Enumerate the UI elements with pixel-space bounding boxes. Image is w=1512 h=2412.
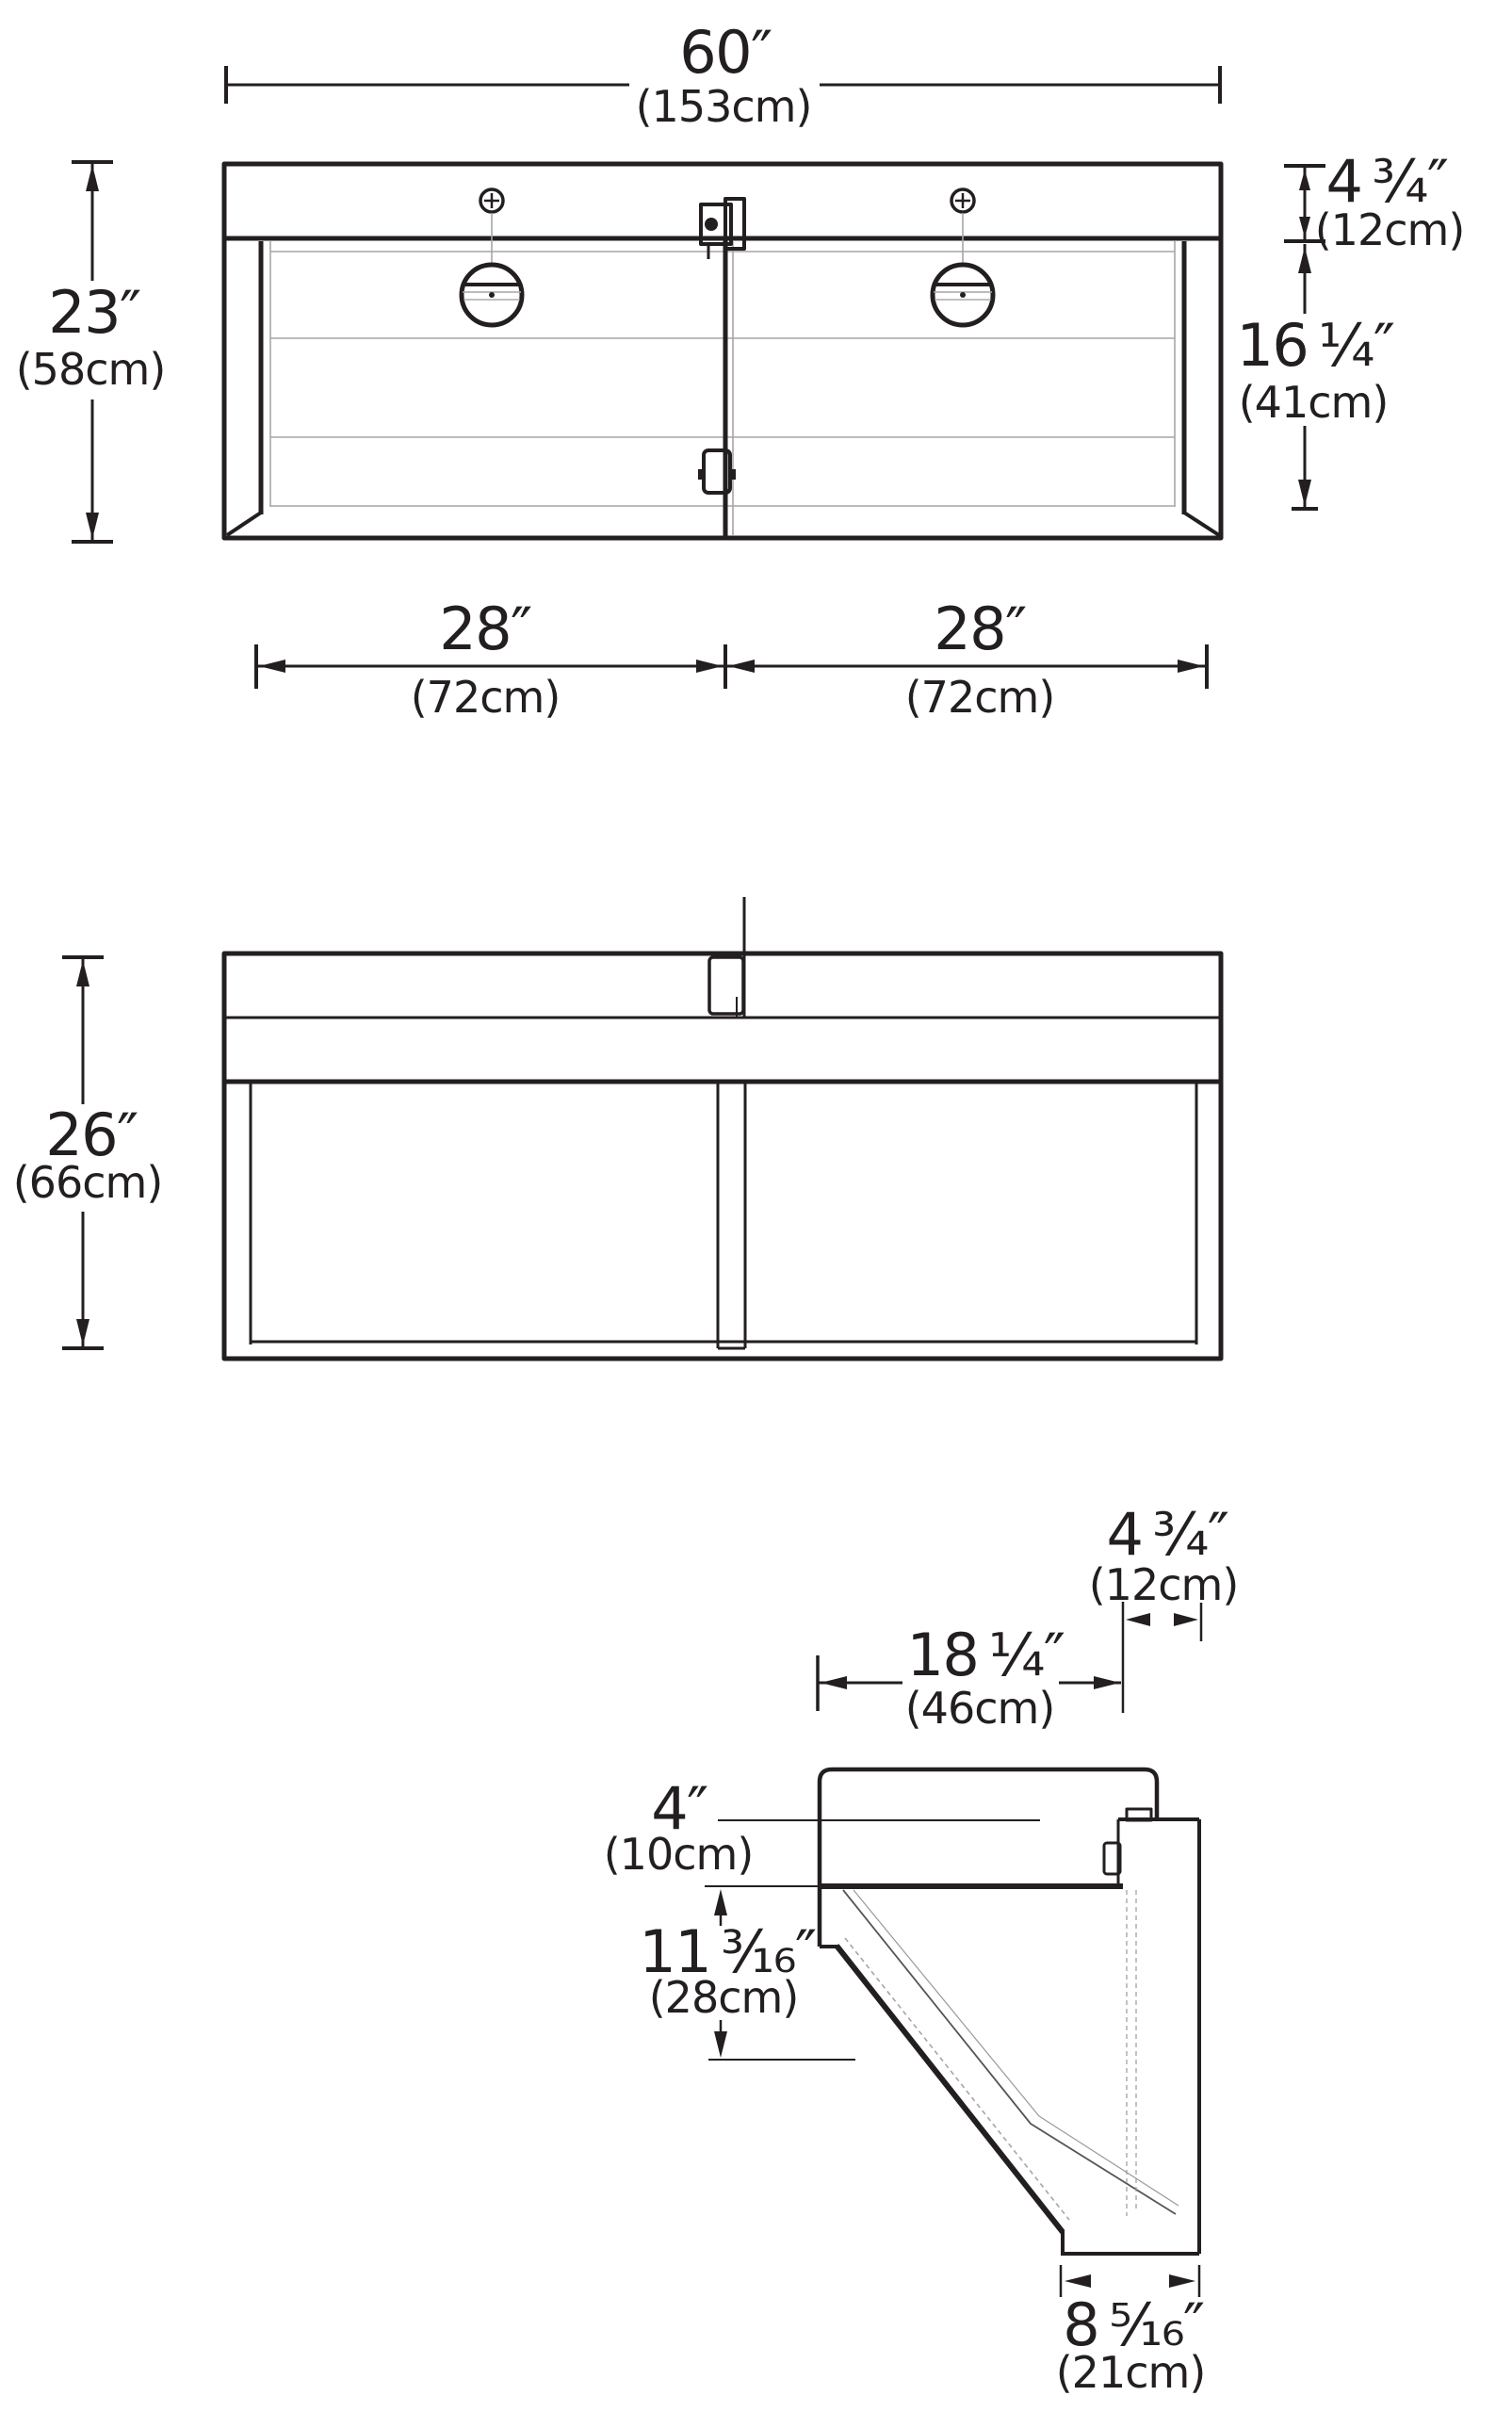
side-apron-diagonal	[837, 1946, 1063, 2232]
dim-left-station-inches: 28″	[439, 595, 531, 663]
dim-arrows-wall-offset	[1126, 1613, 1198, 1626]
plan-clip-nub-right	[729, 469, 736, 480]
dim-right-station-inches: 28″	[934, 595, 1026, 663]
side-base-foot	[1061, 2230, 1199, 2254]
dim-arrow-front-drop-up	[714, 1889, 727, 1915]
dim-overall-width-inches: 60″	[679, 18, 772, 87]
dim-overall-depth-inches: 23″	[48, 278, 140, 347]
plan-view	[224, 164, 1221, 538]
side-apron-hatch	[845, 1938, 1069, 2220]
plan-inner-wall-lines	[270, 241, 1175, 507]
dim-right-station-cm: (72cm)	[904, 672, 1055, 723]
plan-clip-nub-left	[698, 469, 705, 480]
drain-icon-left	[462, 265, 522, 325]
side-basin-rear-wall-hidden	[1127, 1890, 1136, 2216]
plan-supply-dot-icon	[705, 218, 718, 231]
side-wall-chase	[1118, 1819, 1199, 2254]
dim-side-depth-inches: 18 ¼″	[906, 1621, 1065, 1689]
dim-overall-depth-cm: (58cm)	[15, 344, 166, 395]
dim-basin-depth-cm: (41cm)	[1238, 377, 1389, 428]
dim-side-depth-cm: (46cm)	[904, 1683, 1055, 1734]
side-body-outline	[820, 1769, 1157, 1947]
dim-arrows-base-depth	[1065, 2274, 1195, 2288]
side-view	[818, 1769, 1199, 2254]
faucet-hole-icon-left	[480, 189, 503, 212]
dim-left-station-cm: (72cm)	[410, 672, 561, 723]
side-basin-inner-wall-2	[854, 1890, 1179, 2206]
dim-apron-height-cm: (10cm)	[603, 1829, 754, 1880]
drain-icon-right	[933, 265, 993, 325]
dim-overall-height-cm: (66cm)	[12, 1157, 163, 1208]
dim-base-depth-cm: (21cm)	[1055, 2347, 1206, 2398]
front-center-divider	[718, 1082, 745, 1348]
dim-basin-depth-inches: 16 ¼″	[1236, 311, 1394, 380]
dim-wall-offset-cm: (12cm)	[1088, 1559, 1239, 1610]
front-view	[224, 897, 1221, 1359]
front-supply-clip	[709, 957, 743, 1014]
dim-rear-deck-cm: (12cm)	[1314, 204, 1465, 255]
dim-base-depth-inches: 8 ⁵⁄₁₆″	[1063, 2290, 1204, 2359]
plan-basin-contour-lines	[270, 252, 1175, 506]
plan-outer-body	[224, 164, 1221, 538]
dim-apron-height-inches: 4″	[651, 1774, 707, 1843]
faucet-hole-icon-right	[951, 189, 974, 212]
dim-rear-deck-inches: 4 ¾″	[1325, 147, 1448, 216]
dim-front-drop-inches: 11 ³⁄₁₆″	[639, 1917, 816, 1986]
dim-overall-width-cm: (153cm)	[635, 81, 812, 132]
dim-front-drop-cm: (28cm)	[648, 1972, 799, 2023]
dim-overall-height-inches: 26″	[45, 1100, 138, 1169]
dim-arrow-front-drop-down	[714, 2031, 727, 2058]
front-side-stiles	[251, 1082, 1196, 1345]
dim-wall-offset-inches: 4 ¾″	[1106, 1500, 1228, 1569]
